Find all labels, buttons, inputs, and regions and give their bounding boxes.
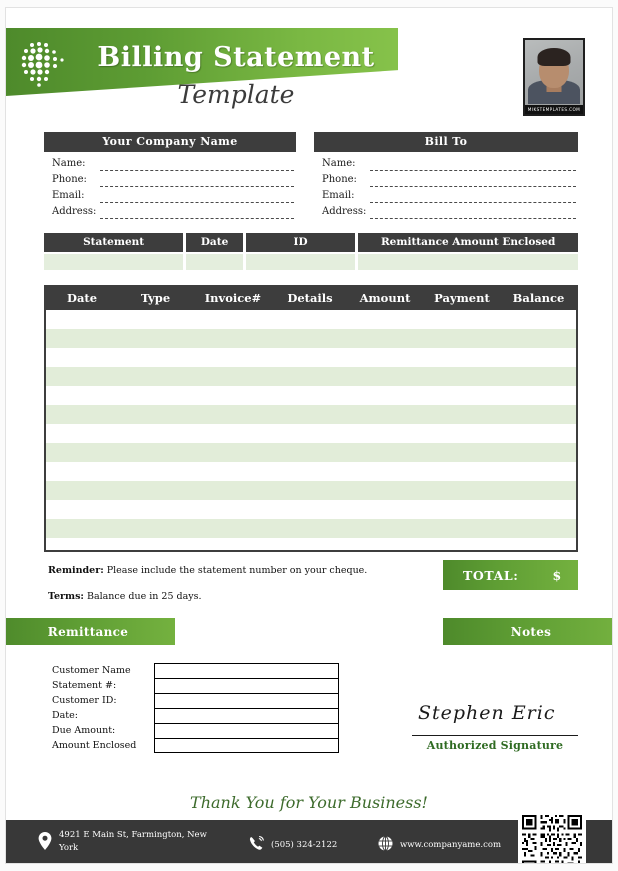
company-field-address[interactable] (44, 203, 296, 219)
remittance-row-customer-id[interactable] (44, 693, 339, 708)
column-header-payment: Payment (434, 291, 490, 305)
column-header-details: Details (287, 291, 333, 305)
company-block-heading: Your Company Name (44, 132, 296, 152)
notes-title: Notes (510, 624, 552, 639)
remittance-form (44, 663, 339, 753)
billto-field-address-input[interactable] (370, 207, 576, 219)
document-sheet (5, 7, 613, 864)
billto-field-address-label: Address: (322, 206, 367, 217)
signature-name: Stephen Eric (418, 702, 556, 724)
company-field-phone[interactable] (44, 171, 296, 187)
table-row[interactable] (46, 348, 576, 367)
phone-icon (249, 836, 264, 855)
strip-cell-remittance[interactable] (358, 254, 578, 270)
terms-label: Terms: (48, 591, 84, 602)
billto-field-email-label: Email: (322, 190, 355, 201)
line-items-body (46, 310, 576, 538)
billto-field-name[interactable] (314, 155, 578, 171)
line-items-header-row (46, 287, 576, 310)
column-header-balance: Balance (512, 291, 565, 305)
reminder-text: Please include the statement number on your cheque. (103, 565, 368, 576)
company-field-email-input[interactable] (100, 191, 294, 203)
remittance-input-customer-id[interactable] (154, 693, 339, 708)
remittance-row-customer-name[interactable] (44, 663, 339, 678)
strip-col-statement (44, 233, 183, 270)
table-row[interactable] (46, 481, 576, 500)
billto-info-block (314, 132, 578, 219)
avatar-image (525, 40, 583, 114)
total-currency: $ (552, 567, 562, 583)
company-field-email-label: Email: (52, 190, 85, 201)
avatar-hair (538, 48, 571, 66)
section-bar-remittance (5, 618, 175, 645)
location-pin-icon (38, 832, 52, 853)
terms-note (48, 591, 202, 602)
company-field-name[interactable] (44, 155, 296, 171)
page-title: Billing Statement (97, 42, 375, 73)
table-row[interactable] (46, 424, 576, 443)
billto-field-phone[interactable] (314, 171, 578, 187)
billto-field-phone-label: Phone: (322, 174, 357, 185)
strip-head-date: Date (186, 233, 243, 252)
billto-block-heading: Bill To (314, 132, 578, 152)
remittance-input-due-amount[interactable] (154, 723, 339, 738)
footer-address[interactable] (38, 829, 228, 855)
remittance-label-statement-number: Statement #: (52, 680, 117, 691)
company-field-phone-label: Phone: (52, 174, 87, 185)
reminder-label: Reminder: (48, 565, 104, 576)
thank-you-message: Thank You for Your Business! (190, 793, 428, 812)
signature-divider (412, 735, 578, 736)
table-row[interactable] (46, 519, 576, 538)
billto-field-email[interactable] (314, 187, 578, 203)
remittance-row-date[interactable] (44, 708, 339, 723)
footer-phone-text: (505) 324-2122 (271, 840, 338, 850)
table-row[interactable] (46, 329, 576, 348)
remittance-label-date: Date: (52, 710, 78, 721)
signature-caption: Authorized Signature (426, 739, 564, 752)
globe-icon (378, 836, 393, 854)
company-field-address-input[interactable] (100, 207, 294, 219)
terms-text: Balance due in 25 days. (83, 591, 202, 602)
strip-cell-id[interactable] (246, 254, 355, 270)
company-field-phone-input[interactable] (100, 175, 294, 187)
page-subtitle: Template (177, 80, 295, 109)
footer-website[interactable] (378, 836, 501, 854)
dot-matrix-logo-icon (18, 37, 70, 89)
strip-cell-statement[interactable] (44, 254, 183, 270)
remittance-input-amount-enclosed[interactable] (154, 738, 339, 753)
reminder-note (48, 565, 367, 576)
section-bar-notes (443, 618, 613, 645)
table-row[interactable] (46, 462, 576, 481)
remittance-label-amount-enclosed: Amount Enclosed (52, 740, 137, 751)
remittance-label-customer-name: Customer Name (52, 665, 131, 676)
table-row[interactable] (46, 443, 576, 462)
company-field-email[interactable] (44, 187, 296, 203)
qr-code-icon[interactable] (518, 811, 586, 864)
table-row[interactable] (46, 310, 576, 329)
company-field-name-input[interactable] (100, 159, 294, 171)
strip-col-date (186, 233, 243, 270)
strip-head-remittance: Remittance Amount Enclosed (358, 233, 578, 252)
footer-address-text: 4921 E Main St, Farmington, New York (59, 830, 207, 853)
avatar (523, 38, 585, 116)
remittance-label-customer-id: Customer ID: (52, 695, 117, 706)
column-header-date: Date (66, 291, 98, 305)
footer-phone[interactable] (249, 836, 337, 855)
remittance-row-amount-enclosed[interactable] (44, 738, 339, 753)
remittance-row-statement-number[interactable] (44, 678, 339, 693)
strip-head-id: ID (246, 233, 355, 252)
remittance-input-customer-name[interactable] (154, 663, 339, 678)
table-row[interactable] (46, 405, 576, 424)
column-header-amount: Amount (359, 291, 411, 305)
remittance-input-statement-number[interactable] (154, 678, 339, 693)
avatar-watermark: MIKSTEMPLATES.COM (525, 105, 583, 114)
table-row[interactable] (46, 500, 576, 519)
remittance-input-date[interactable] (154, 708, 339, 723)
footer-website-text: www.companyame.com (400, 839, 502, 850)
footer-bar (6, 820, 613, 864)
billto-field-email-input[interactable] (370, 191, 576, 203)
strip-col-id (246, 233, 355, 270)
statement-summary-strip (44, 233, 578, 270)
total-badge (443, 560, 578, 590)
remittance-row-due-amount[interactable] (44, 723, 339, 738)
column-header-type: Type (140, 291, 171, 305)
company-field-address-label: Address: (52, 206, 97, 217)
strip-col-remittance (358, 233, 578, 270)
column-header-invoice: Invoice# (204, 291, 262, 305)
table-row[interactable] (46, 386, 576, 405)
remittance-label-due-amount: Due Amount: (52, 725, 116, 736)
billto-field-name-input[interactable] (370, 159, 576, 171)
company-info-block (44, 132, 296, 219)
billto-field-name-label: Name: (322, 158, 356, 169)
strip-head-statement: Statement (44, 233, 183, 252)
billto-field-address[interactable] (314, 203, 578, 219)
table-row[interactable] (46, 367, 576, 386)
billto-field-phone-input[interactable] (370, 175, 576, 187)
total-label: TOTAL: (463, 567, 519, 583)
line-items-table (44, 285, 578, 552)
company-field-name-label: Name: (52, 158, 86, 169)
strip-cell-date[interactable] (186, 254, 243, 270)
remittance-title: Remittance (47, 624, 129, 639)
